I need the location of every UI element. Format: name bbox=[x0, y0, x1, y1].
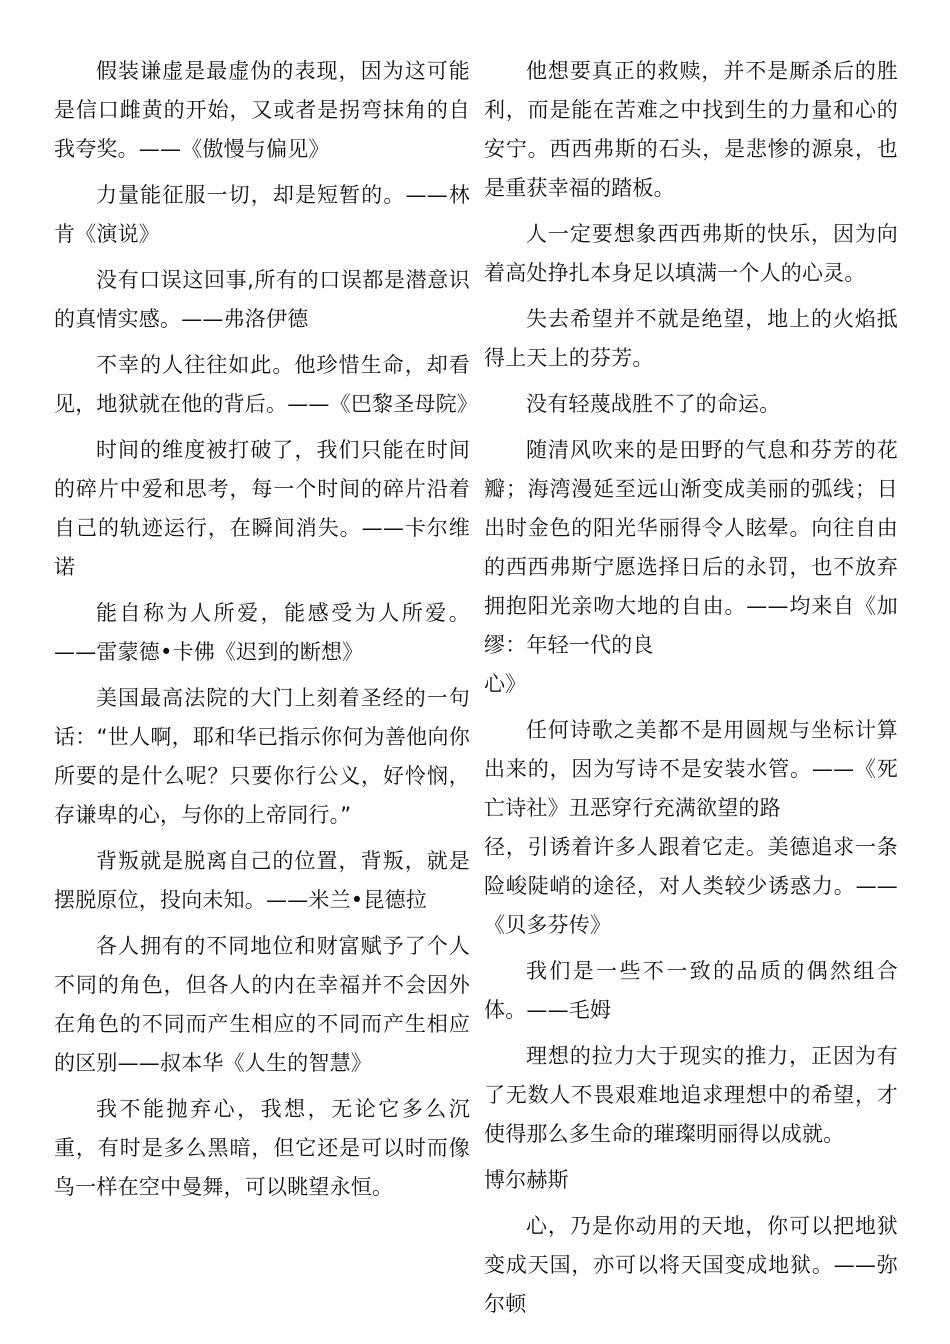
quote-paragraph: 美国最高法院的大门上刻着圣经的一句话：“世人啊，耶和华已指示你何为善他向你所要的是什么呢？只要你行公义，好怜悯，存谦卑的心，与你的上帝同行。” bbox=[54, 686, 470, 827]
quote-paragraph: 我们是一些不一致的品质的偶然组合体。——毛姆 bbox=[484, 959, 898, 1022]
quote-paragraph: 背叛就是脱离自己的位置，背叛，就是摆脱原位，投向未知。——米兰•昆德拉 bbox=[54, 849, 470, 912]
quote-paragraph: 任何诗歌之美都不是用圆规与坐标计算出来的，因为写诗不是安装水管。——《死亡诗社》丑恶穿行充满欲望的路 径，引诱着许多人跟着它走。美德追求一条险峻陡峭的途径，对人类较少诱惑力。——《贝多芬传》 bbox=[484, 718, 898, 937]
quote-paragraph: 没有轻蔑战胜不了的命运。 bbox=[526, 392, 781, 416]
quote-paragraph: 力量能征服一切，却是短暂的。——林肯《演说》 bbox=[54, 183, 470, 246]
left-column bbox=[54, 52, 478, 1214]
quote-paragraph: 各人拥有的不同地位和财富赋予了个人不同的角色，但各人的内在幸福并不会因外在角色的不同而产生相应的不同而产生相应的区别——叔本华《人生的智慧》 bbox=[54, 934, 470, 1075]
quote-paragraph: 时间的维度被打破了，我们只能在时间的碎片中爱和思考，每一个时间的碎片沿着自己的轨迹运行，在瞬间消失。——卡尔维诺 bbox=[54, 438, 470, 579]
quote-paragraph: 假装谦虚是最虚伪的表现，因为这可能是信口雌黄的开始，又或者是拐弯抹角的自我夸奖。——《傲慢与偏见》 bbox=[54, 59, 470, 161]
quote-paragraph: 我不能抛弃心，我想，无论它多么沉重，有时是多么黑暗，但它还是可以时而像鸟一样在空中曼舞，可以眺望永恒。 bbox=[54, 1097, 470, 1199]
quote-paragraph: 失去希望并不就是绝望，地上的火焰抵得上天上的芬芳。 bbox=[484, 307, 898, 370]
quote-paragraph: 理想的拉力大于现实的推力，正因为有了无数人不畏艰难地追求理想中的希望，才使得那么多生命的璀璨明丽得以成就。 bbox=[484, 1044, 898, 1146]
quote-paragraph: 不幸的人往往如此。他珍惜生命，却看见，地狱就在他的背后。——《巴黎圣母院》 bbox=[54, 353, 478, 416]
quote-paragraph: 能自称为人所爱，能感受为人所爱。——雷蒙德•卡佛《迟到的断想》 bbox=[54, 601, 470, 664]
right-column bbox=[484, 52, 898, 1331]
quote-paragraph: 心，乃是你动用的天地，你可以把地狱变成天国，亦可以将天国变成地狱。——弥尔顿 bbox=[484, 1214, 898, 1316]
author-line: 博尔赫斯 bbox=[484, 1168, 569, 1192]
quote-paragraph: 人一定要想象西西弗斯的快乐，因为向着高处挣扎本身足以填满一个人的心灵。 bbox=[484, 222, 898, 285]
quote-paragraph: 没有口误这回事,所有的口误都是潜意识的真情实感。——弗洛伊德 bbox=[54, 268, 470, 331]
quote-paragraph: 随清风吹来的是田野的气息和芬芳的花瓣；海湾漫延至远山渐变成美丽的弧线；日出时金色的阳光华丽得令人眩晕。向往自由的西西弗斯宁愿选择日后的永罚，也不放弃拥抱阳光亲吻大地的自由。——均来自《加缪：年轻一代的良 心》 bbox=[484, 438, 898, 696]
quote-paragraph: 他想要真正的救赎，并不是厮杀后的胜利，而是能在苦难之中找到生的力量和心的安宁。西西弗斯的石头，是悲惨的源泉，也是重获幸福的踏板。 bbox=[484, 59, 898, 200]
